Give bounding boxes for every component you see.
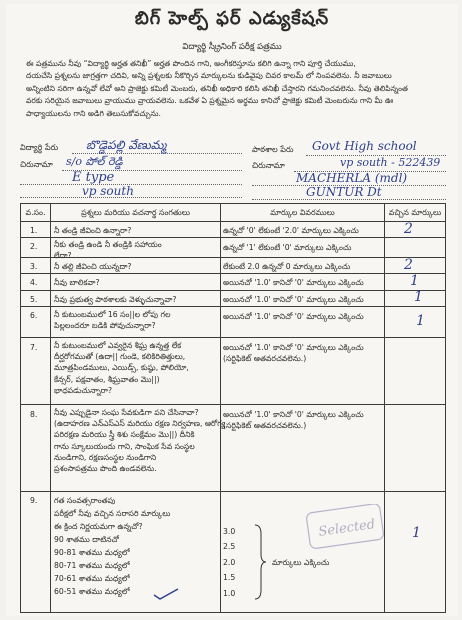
row-9-mark-value: 1.5 — [223, 573, 236, 583]
row-2-question-line: నీకు తండ్రి ఉండి నీ తండ్రికి సహాయం — [54, 240, 162, 249]
instruction-line: వరకు సరియైన జవాబులు వ్రాయుము వ్రాయవలెను. ఒకవేళ ఏ ప్రశ్నమైన అర్థము కానిచో ప్రాజెక్టు కమిటీ మెంబరును గాని మీ ఊ — [26, 96, 394, 106]
row-divider — [20, 306, 446, 307]
address-left-value-1[interactable]: s/o పోల్ రెడ్డి — [66, 155, 123, 168]
row-6-question-line: పిల్లలందరూ బడికి పోవుచున్నారా? — [54, 321, 156, 331]
row-3-sno: 3. — [30, 262, 38, 271]
curly-brace-icon — [252, 524, 268, 600]
row-7-marks-line: (సర్టిఫికెట్ ఆతవరచవలెను.) — [223, 354, 307, 364]
row-6-question-line: నీ కుటుంబములో 16 సం||ల లోపు గల — [54, 310, 171, 319]
address-label-left: చిరునామా — [20, 160, 53, 169]
row-2-question — [54, 239, 162, 261]
row-divider — [20, 404, 446, 405]
table-header-divider — [20, 221, 446, 222]
row-8-question — [54, 407, 225, 474]
row-9-question-line: 90-81 శాతము మధ్యలో — [54, 548, 130, 557]
row-divider — [20, 337, 446, 338]
row-2-marks: ఉన్నచో '1' లేకుంటే '0' మార్కులు ఎక్కించు — [223, 243, 352, 252]
school-name-value[interactable]: Govt High school — [312, 139, 417, 153]
row-3-question: నీ తల్లి జీవించి యున్నదా? — [54, 262, 132, 271]
row-divider — [20, 273, 446, 274]
row-9-question-line: 80-71 శాతము మధ్యలో — [54, 561, 130, 570]
row-9-question-line: 90 శాతము దాటినచో — [54, 535, 119, 544]
address-right-value-2[interactable]: MACHERLA (mdl) — [296, 171, 408, 185]
row-9-question-line: పరీక్షలో నీవు వచ్చిన సరాసరి మార్కులు — [54, 509, 171, 518]
row-7-sno: 7. — [30, 343, 38, 352]
row-7-question-line: భాధపడుచున్నారా? — [54, 385, 113, 395]
row-9-sno: 9. — [30, 496, 38, 505]
address-right-underline-3 — [252, 199, 446, 200]
row-9-mark-value: 2.0 — [223, 557, 236, 567]
row-8-sno: 8. — [30, 410, 38, 419]
selected-stamp — [306, 504, 386, 550]
row-9-mark-value: 1.0 — [223, 588, 236, 598]
row-9-marks-scale — [223, 524, 235, 601]
row-9-answer[interactable]: 1 — [412, 525, 421, 541]
row-1-answer[interactable]: 2 — [404, 221, 413, 237]
col-divider — [384, 203, 385, 613]
row-7-question-line: దీర్ఘరోగముతో (ఉదా|| గుండె, కలికిరితిత్తులు, — [54, 352, 186, 362]
header-marks-details: మార్కుల వివరములు — [270, 208, 335, 217]
row-7-question — [54, 340, 189, 396]
row-7-question-line: మూత్రపిండములు, ఎయిడ్స్, కుష్ఠు, పోలియో, — [54, 363, 189, 373]
instruction-line: ఈ పత్రమును నీవు “విద్యార్థి అర్హత తనిఖీ” అర్హత పొందిన గాని, అంగీకరిస్తూను కలిగి ఉన్నా గాని పూర్తి చేయుము, — [26, 59, 356, 68]
row-5-sno: 5. — [30, 295, 38, 304]
table-border-top — [20, 203, 446, 204]
row-8-marks — [223, 409, 364, 431]
row-8-question-line: (ఉదాహరణ ఎన్ఎస్ఎస్ మరియు రక్షణ నిర్వహణ, ఆరోగ్య — [54, 419, 226, 429]
row-8-marks-line: (సర్టిఫికెట్ ఆతవరచవలెను.) — [223, 421, 307, 431]
row-3-answer[interactable]: 2 — [404, 257, 413, 273]
header-question: ప్రశ్నలు మరియు వచనార్థ సంగతులు — [81, 208, 190, 217]
row-9-question-line: గత సంవత్సరాంతపు — [54, 496, 116, 505]
instructions-paragraph — [26, 58, 442, 120]
row-2-sno: 2. — [30, 242, 38, 251]
address-right-value-1[interactable]: vp south - 522439 — [340, 156, 441, 169]
form-subtitle: విద్యార్థి స్క్రీనింగ్ పరీక్ష పత్రము — [182, 42, 282, 52]
col-divider — [50, 203, 51, 613]
row-7-question-line: నీ కుటుంబములో ఎవ్వరైన శీఘ్ర ఉన్నత్త లేక — [54, 341, 182, 350]
instruction-line: దయచేసి ప్రశ్నలను జాగ్రత్తగా చదివి, అన్ని ప్రశ్నలకు నీకొర్చిన మార్కులను కుడివైపు చివర కాలమ్ లో నింపవలెను. నీ జవాబులు — [26, 71, 392, 81]
row-9-question-line: 60-51 శాతము మధ్యలో — [54, 587, 130, 596]
table-border-bottom — [20, 612, 446, 613]
table-border-left — [20, 203, 21, 613]
header-marks-obtained: వచ్చిన మార్కులు — [388, 208, 442, 217]
row-1-question: నీ తండ్రి జీవించి ఉన్నారా? — [54, 226, 132, 235]
row-7-question-line: కేన్సర్, పక్షవాతం, శీఘ్రవాతం మొ||) — [54, 374, 160, 384]
screening-form-page — [6, 4, 458, 616]
row-8-question-line: ప్రశంసాపత్రము పొంది ఉండవలెను. — [54, 464, 157, 474]
row-divider — [20, 290, 446, 291]
form-title: బిగ్ హెల్ప్ ఫర్ ఎడ్యుకేషన్ — [134, 8, 330, 29]
row-4-question: నీవు బాలికవా? — [54, 278, 100, 287]
row-6-marks: అయినచో '1.0' కానిచో '0' మార్కులు ఎక్కించు — [223, 312, 364, 321]
row-4-answer[interactable]: 1 — [410, 273, 419, 289]
row-3-marks: లేకుంటే 2.0 ఉన్నచో 0 మార్కులు ఎక్కించు — [223, 262, 351, 271]
address-left-value-2[interactable]: E type — [72, 170, 115, 185]
instruction-line: పాధ్యాయులను గాని అడిగి తెలుసుకోవచ్చును. — [26, 108, 161, 118]
checkmark-icon — [152, 587, 180, 601]
row-8-marks-line: అయినచో '1.0' కానిచో '0' మార్కులు ఎక్కించు — [223, 410, 364, 419]
row-7-marks-line: అయినచో '1.0' కానిచో '0' మార్కులు ఎక్కించు — [223, 343, 364, 352]
row-5-answer[interactable]: 1 — [414, 289, 423, 305]
row-6-sno: 6. — [30, 311, 38, 320]
row-divider — [20, 237, 446, 238]
row-6-question — [54, 309, 170, 331]
address-label-right: చిరునామా — [252, 161, 285, 170]
row-9-question — [54, 494, 170, 598]
row-5-question: నీవు ప్రభుత్వ పాఠశాలకు వెళ్ళుచున్నావా? — [54, 295, 177, 304]
row-9-question-line: ఈ క్రింద నిర్ణయమగా ఉన్నచో? — [54, 522, 143, 531]
row-8-question-line: నుండిగాని, రక్షణసంస్థల నుండిగాని — [54, 452, 157, 462]
header-sno: వ.సం. — [25, 208, 46, 217]
row-2-question-line: లేదా? — [54, 251, 72, 261]
school-name-label: పాఠశాల పేరు — [252, 145, 294, 154]
student-name-value[interactable]: బొడ్డెపల్లి వేణుమ్మ — [86, 138, 167, 152]
row-9-mark-value: 2.5 — [223, 542, 236, 552]
row-8-question-line: నీవు ఎప్పుడైనా సంఘ సేవకుడిగా పని చేసినావా? — [54, 408, 199, 417]
row-6-answer[interactable]: 1 — [416, 313, 425, 329]
row-8-question-line: గాను స్కూలుయందు గాని, సాంఘిక సేవ సంస్థల — [54, 441, 195, 451]
table-border-right — [445, 203, 446, 613]
questions-table — [20, 203, 446, 613]
row-4-marks: అయినచో '1.0' కానిచో '0' మార్కులు ఎక్కించు — [223, 278, 364, 287]
row-1-sno: 1. — [30, 226, 38, 235]
row-5-marks: అయినచో '1.0' కానిచో '0' మార్కులు ఎక్కించు — [223, 295, 364, 304]
address-left-value-3[interactable]: vp south — [82, 184, 134, 198]
address-right-value-3[interactable]: GUNTUR Dt — [306, 185, 382, 199]
row-divider — [20, 491, 446, 492]
row-9-question-line: 70-61 శాతము మధ్యలో — [54, 574, 130, 583]
row-9-mark-value: 3.0 — [223, 527, 236, 536]
instruction-line: అన్నింటిని సరిగా ఉన్నవో లేవో అని ప్రాజెక్టు కమిటీ మెంబరు, తనిఖీ అధికారి కలిసి తనిఖీ చేస్తారని గమనించవలెను. నీవు తెలిపిన్నంత — [26, 83, 408, 93]
row-8-question-line: పరిరక్షణ మరియు స్త్రీ శిశు సంక్షేమం మొ||) దీనికి — [54, 430, 195, 440]
row-7-marks — [223, 342, 364, 364]
stamp-text: Selected — [317, 517, 377, 540]
row-9-marks-note: మార్కులు ఎక్కించు — [272, 558, 330, 567]
row-1-marks: ఉన్నచో '0' లేకుంటే '2.0' మార్కులు ఎక్కించు — [223, 226, 359, 235]
student-name-label: విద్యార్థి పేరు — [20, 143, 59, 152]
row-4-sno: 4. — [30, 278, 38, 287]
